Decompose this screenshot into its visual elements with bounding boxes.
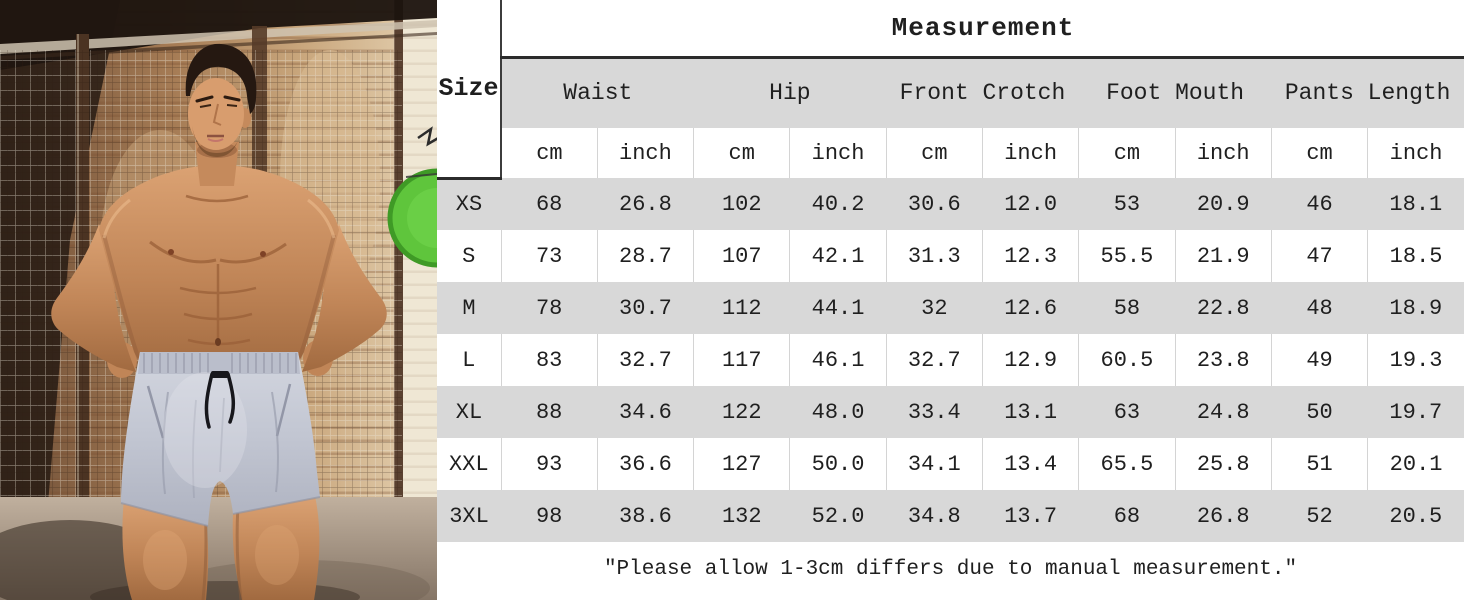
measurement-table bbox=[437, 0, 1464, 542]
measurement-value: 38.6 bbox=[597, 490, 693, 542]
measurement-value: 12.3 bbox=[982, 230, 1078, 282]
size-label: S bbox=[437, 230, 501, 282]
measurement-value: 93 bbox=[501, 438, 597, 490]
measurement-value: 51 bbox=[1271, 438, 1367, 490]
measurement-value: 52 bbox=[1271, 490, 1367, 542]
measurement-value: 58 bbox=[1079, 282, 1175, 334]
measurement-value: 26.8 bbox=[1175, 490, 1271, 542]
measurement-value: 13.4 bbox=[982, 438, 1078, 490]
measurement-value: 68 bbox=[501, 178, 597, 230]
measurement-value: 24.8 bbox=[1175, 386, 1271, 438]
measurement-value: 36.6 bbox=[597, 438, 693, 490]
measurement-value: 46 bbox=[1271, 178, 1367, 230]
measurement-value: 20.1 bbox=[1368, 438, 1464, 490]
size-column-header: Size bbox=[437, 0, 501, 178]
measurement-value: 47 bbox=[1271, 230, 1367, 282]
measurement-value: 55.5 bbox=[1079, 230, 1175, 282]
measurement-value: 48.0 bbox=[790, 386, 886, 438]
measurement-value: 68 bbox=[1079, 490, 1175, 542]
measurement-value: 18.5 bbox=[1368, 230, 1464, 282]
unit-header: cm bbox=[694, 128, 790, 178]
measurement-value: 60.5 bbox=[1079, 334, 1175, 386]
unit-header: cm bbox=[886, 128, 982, 178]
size-label: 3XL bbox=[437, 490, 501, 542]
measurement-value: 132 bbox=[694, 490, 790, 542]
measurement-value: 65.5 bbox=[1079, 438, 1175, 490]
size-row-m bbox=[437, 282, 1464, 334]
size-row-xs bbox=[437, 178, 1464, 230]
measurement-value: 22.8 bbox=[1175, 282, 1271, 334]
measurement-value: 26.8 bbox=[597, 178, 693, 230]
measurement-value: 46.1 bbox=[790, 334, 886, 386]
measurement-value: 12.6 bbox=[982, 282, 1078, 334]
unit-header: inch bbox=[790, 128, 886, 178]
measurement-value: 50.0 bbox=[790, 438, 886, 490]
measurement-value: 34.1 bbox=[886, 438, 982, 490]
measurement-value: 30.6 bbox=[886, 178, 982, 230]
measurement-value: 32 bbox=[886, 282, 982, 334]
measurement-value: 34.6 bbox=[597, 386, 693, 438]
measurement-value: 12.9 bbox=[982, 334, 1078, 386]
measurement-value: 102 bbox=[694, 178, 790, 230]
measurement-value: 31.3 bbox=[886, 230, 982, 282]
measurement-value: 78 bbox=[501, 282, 597, 334]
product-photo bbox=[0, 0, 437, 600]
measurement-value: 48 bbox=[1271, 282, 1367, 334]
ground bbox=[0, 497, 437, 600]
group-header-foot-mouth: Foot Mouth bbox=[1079, 57, 1272, 128]
measurement-value: 53 bbox=[1079, 178, 1175, 230]
measurement-value: 83 bbox=[501, 334, 597, 386]
product-photo-illustration bbox=[0, 0, 437, 600]
measurement-value: 34.8 bbox=[886, 490, 982, 542]
unit-header-row bbox=[437, 128, 1464, 178]
group-header-waist: Waist bbox=[501, 57, 694, 128]
measurement-value: 30.7 bbox=[597, 282, 693, 334]
size-row-xxl bbox=[437, 438, 1464, 490]
size-row-3xl bbox=[437, 490, 1464, 542]
measurement-note: ″Please allow 1-3cm differs due to manual measurement.″ bbox=[437, 542, 1464, 597]
measurement-value: 117 bbox=[694, 334, 790, 386]
measurement-value: 52.0 bbox=[790, 490, 886, 542]
measurement-value: 32.7 bbox=[886, 334, 982, 386]
measurement-value: 122 bbox=[694, 386, 790, 438]
size-row-xl bbox=[437, 386, 1464, 438]
unit-header: cm bbox=[501, 128, 597, 178]
measurement-value: 40.2 bbox=[790, 178, 886, 230]
measurement-value: 73 bbox=[501, 230, 597, 282]
measurement-value: 127 bbox=[694, 438, 790, 490]
measurement-value: 49 bbox=[1271, 334, 1367, 386]
measurement-value: 63 bbox=[1079, 386, 1175, 438]
unit-header: cm bbox=[1079, 128, 1175, 178]
group-header-front-crotch: Front Crotch bbox=[886, 57, 1079, 128]
measurement-value: 18.9 bbox=[1368, 282, 1464, 334]
measurement-value: 19.3 bbox=[1368, 334, 1464, 386]
unit-header: inch bbox=[982, 128, 1078, 178]
size-row-s bbox=[437, 230, 1464, 282]
measurement-value: 21.9 bbox=[1175, 230, 1271, 282]
measurement-value: 33.4 bbox=[886, 386, 982, 438]
measurement-value: 13.1 bbox=[982, 386, 1078, 438]
group-header-pants-length: Pants Length bbox=[1271, 57, 1464, 128]
size-chart bbox=[437, 0, 1464, 600]
measurement-value: 32.7 bbox=[597, 334, 693, 386]
title-row bbox=[437, 0, 1464, 57]
measurement-value: 20.5 bbox=[1368, 490, 1464, 542]
unit-header: inch bbox=[597, 128, 693, 178]
measurement-value: 19.7 bbox=[1368, 386, 1464, 438]
unit-header: inch bbox=[1368, 128, 1464, 178]
unit-header: cm bbox=[1271, 128, 1367, 178]
size-label: M bbox=[437, 282, 501, 334]
measurement-value: 98 bbox=[501, 490, 597, 542]
measurement-value: 23.8 bbox=[1175, 334, 1271, 386]
group-header-row bbox=[437, 57, 1464, 128]
measurement-value: 25.8 bbox=[1175, 438, 1271, 490]
measurement-value: 18.1 bbox=[1368, 178, 1464, 230]
measurement-value: 28.7 bbox=[597, 230, 693, 282]
size-label: L bbox=[437, 334, 501, 386]
table-title: Measurement bbox=[501, 0, 1464, 57]
measurement-value: 50 bbox=[1271, 386, 1367, 438]
measurement-value: 12.0 bbox=[982, 178, 1078, 230]
measurement-value: 20.9 bbox=[1175, 178, 1271, 230]
measurement-value: 88 bbox=[501, 386, 597, 438]
group-header-hip: Hip bbox=[694, 57, 887, 128]
size-label: XS bbox=[437, 178, 501, 230]
measurement-value: 44.1 bbox=[790, 282, 886, 334]
measurement-value: 107 bbox=[694, 230, 790, 282]
size-label: XL bbox=[437, 386, 501, 438]
measurement-value: 112 bbox=[694, 282, 790, 334]
measurement-value: 42.1 bbox=[790, 230, 886, 282]
size-row-l bbox=[437, 334, 1464, 386]
size-label: XXL bbox=[437, 438, 501, 490]
unit-header: inch bbox=[1175, 128, 1271, 178]
measurement-value: 13.7 bbox=[982, 490, 1078, 542]
